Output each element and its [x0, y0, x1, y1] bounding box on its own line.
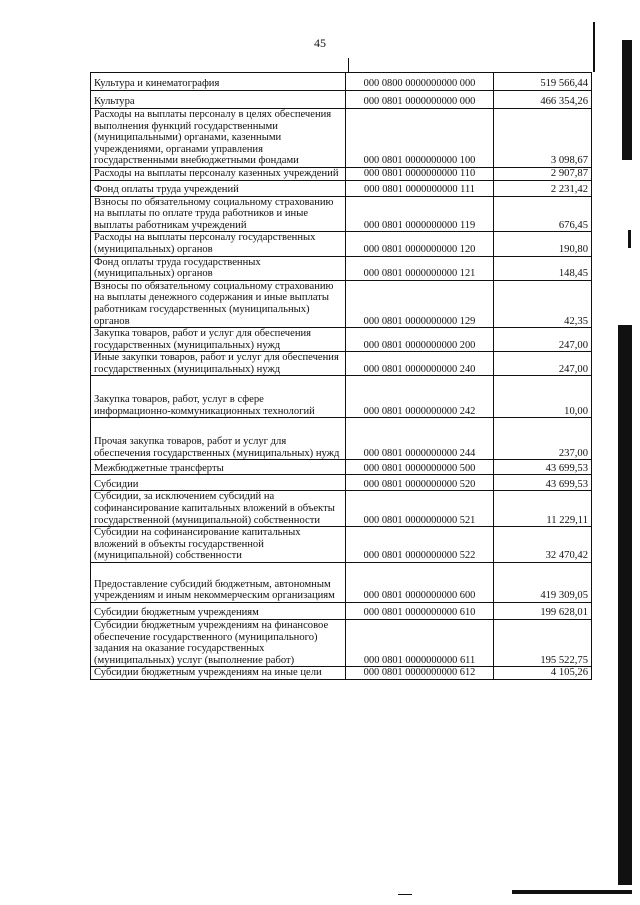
- table-row: [91, 232, 592, 256]
- row-code: 000 0801 0000000000 240: [346, 352, 494, 376]
- table-row: [91, 620, 592, 667]
- row-name: Субсидии на софинансирование капитальных вложений в объекты государственной (муниципальной) собственности: [91, 527, 346, 563]
- row-amount: 42,35: [494, 280, 592, 327]
- row-name: Расходы на выплаты персоналу в целях обеспечения выполнения функций государственными (муниципальными) органами, казенными учреждениями, органами управления государственными внебюджетными фондами: [91, 109, 346, 168]
- row-name: Фонд оплаты труда государственных (муниципальных) органов: [91, 256, 346, 280]
- table-row: [91, 491, 592, 527]
- row-code: 000 0801 0000000000 610: [346, 603, 494, 620]
- row-name: Культура: [91, 91, 346, 109]
- scan-edge-mark: [622, 40, 632, 160]
- table-row: [91, 418, 592, 460]
- row-code: 000 0801 0000000000 244: [346, 418, 494, 460]
- row-code: 000 0801 0000000000 110: [346, 167, 494, 180]
- table-row: [91, 475, 592, 491]
- table-row: [91, 460, 592, 475]
- table-row: [91, 328, 592, 352]
- row-name: Взносы по обязательному социальному страхованию на выплаты денежного содержания и иные выплаты работникам государственных (муниципальных) органов: [91, 280, 346, 327]
- row-amount: 2 907,87: [494, 167, 592, 180]
- row-name: Культура и кинематография: [91, 73, 346, 91]
- row-code: 000 0801 0000000000 600: [346, 563, 494, 603]
- row-amount: 419 309,05: [494, 563, 592, 603]
- row-name: Расходы на выплаты персоналу государственных (муниципальных) органов: [91, 232, 346, 256]
- row-amount: 247,00: [494, 328, 592, 352]
- row-name: Взносы по обязательному социальному страхованию на выплаты по оплате труда работников и иные выплаты работникам учреждений: [91, 196, 346, 232]
- row-amount: 199 628,01: [494, 603, 592, 620]
- table-row: [91, 563, 592, 603]
- table-row: [91, 91, 592, 109]
- row-code: 000 0801 0000000000 200: [346, 328, 494, 352]
- row-name: Предоставление субсидий бюджетным, автономным учреждениям и иным некоммерческим организациям: [91, 563, 346, 603]
- row-code: 000 0801 0000000000 000: [346, 91, 494, 109]
- table-row: [91, 196, 592, 232]
- row-code: 000 0801 0000000000 521: [346, 491, 494, 527]
- scan-edge-mark: [593, 22, 595, 72]
- page-number: 45: [314, 36, 326, 50]
- row-code: 000 0800 0000000000 000: [346, 73, 494, 91]
- row-name: Субсидии бюджетным учреждениям на финансовое обеспечение государственного (муниципального) задания на оказание государственных (муниципальных) услуг (выполнение работ): [91, 620, 346, 667]
- row-name: Расходы на выплаты персоналу казенных учреждений: [91, 167, 346, 180]
- table-row: [91, 73, 592, 91]
- row-code: 000 0801 0000000000 522: [346, 527, 494, 563]
- scan-edge-mark: [398, 894, 412, 895]
- row-code: 000 0801 0000000000 500: [346, 460, 494, 475]
- table-row: [91, 109, 592, 168]
- row-name: Субсидии бюджетным учреждениям: [91, 603, 346, 620]
- row-amount: 32 470,42: [494, 527, 592, 563]
- row-code: 000 0801 0000000000 129: [346, 280, 494, 327]
- row-name: Закупка товаров, работ и услуг для обеспечения государственных (муниципальных) нужд: [91, 328, 346, 352]
- table-row: [91, 527, 592, 563]
- row-amount: 190,80: [494, 232, 592, 256]
- row-amount: 676,45: [494, 196, 592, 232]
- table-row: [91, 376, 592, 418]
- table-row: [91, 167, 592, 180]
- scan-edge-mark: [628, 230, 631, 248]
- table-row: [91, 280, 592, 327]
- row-amount: 43 699,53: [494, 460, 592, 475]
- row-name: Субсидии бюджетным учреждениям на иные цели: [91, 667, 346, 680]
- row-code: 000 0801 0000000000 100: [346, 109, 494, 168]
- row-code: 000 0801 0000000000 119: [346, 196, 494, 232]
- scan-edge-mark: [618, 325, 632, 885]
- row-name: Межбюджетные трансферты: [91, 460, 346, 475]
- row-code: 000 0801 0000000000 111: [346, 180, 494, 196]
- row-amount: 43 699,53: [494, 475, 592, 491]
- table-row: [91, 256, 592, 280]
- row-code: 000 0801 0000000000 520: [346, 475, 494, 491]
- table-row: [91, 180, 592, 196]
- row-code: 000 0801 0000000000 242: [346, 376, 494, 418]
- row-amount: 4 105,26: [494, 667, 592, 680]
- row-amount: 10,00: [494, 376, 592, 418]
- row-amount: 237,00: [494, 418, 592, 460]
- row-name: Субсидии: [91, 475, 346, 491]
- row-name: Фонд оплаты труда учреждений: [91, 180, 346, 196]
- row-name: Прочая закупка товаров, работ и услуг для обеспечения государственных (муниципальных) нужд: [91, 418, 346, 460]
- row-amount: 148,45: [494, 256, 592, 280]
- row-code: 000 0801 0000000000 611: [346, 620, 494, 667]
- scan-edge-mark: [512, 890, 632, 894]
- table-row: [91, 667, 592, 680]
- table-row: [91, 603, 592, 620]
- row-name: Иные закупки товаров, работ и услуг для обеспечения государственных (муниципальных) нужд: [91, 352, 346, 376]
- row-code: 000 0801 0000000000 120: [346, 232, 494, 256]
- row-amount: 247,00: [494, 352, 592, 376]
- row-name: Субсидии, за исключением субсидий на софинансирование капитальных вложений в объекты государственной (муниципальной) собственности: [91, 491, 346, 527]
- row-amount: 519 566,44: [494, 73, 592, 91]
- row-amount: 11 229,11: [494, 491, 592, 527]
- row-code: 000 0801 0000000000 121: [346, 256, 494, 280]
- table-row: [91, 352, 592, 376]
- row-amount: 195 522,75: [494, 620, 592, 667]
- scan-edge-mark: [348, 58, 349, 72]
- row-amount: 2 231,42: [494, 180, 592, 196]
- budget-table: [90, 72, 592, 680]
- row-amount: 466 354,26: [494, 91, 592, 109]
- row-code: 000 0801 0000000000 612: [346, 667, 494, 680]
- row-amount: 3 098,67: [494, 109, 592, 168]
- row-name: Закупка товаров, работ, услуг в сфере информационно-коммуникационных технологий: [91, 376, 346, 418]
